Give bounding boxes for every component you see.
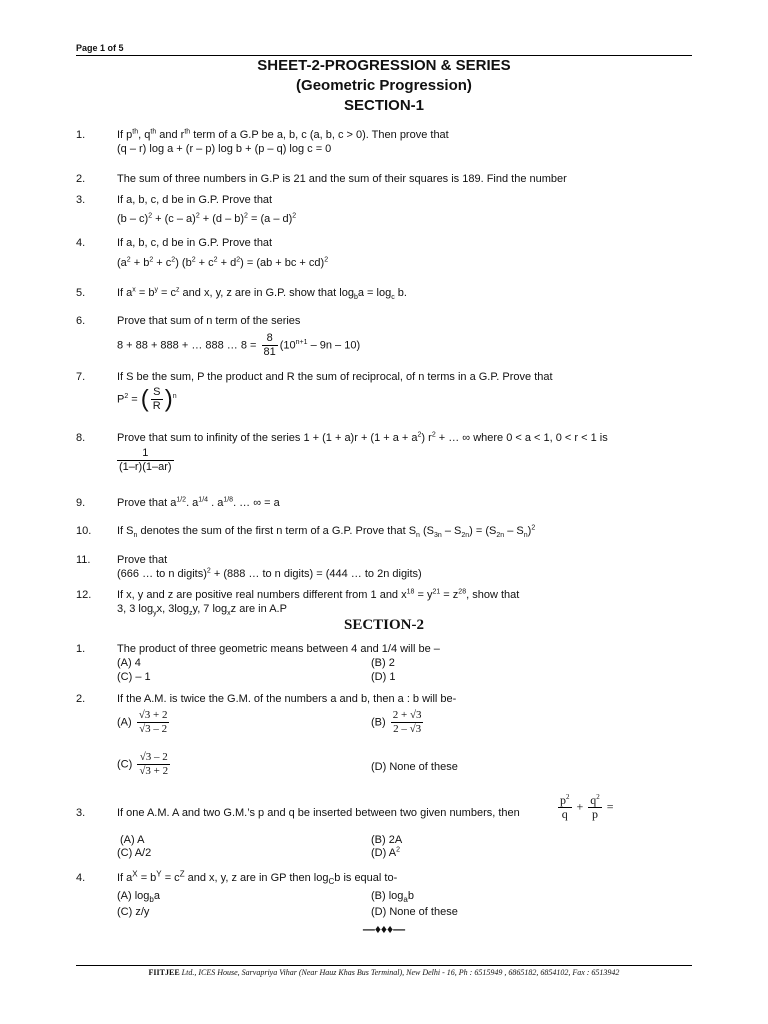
s2-q3-option-c: (C) A/2 <box>117 847 152 859</box>
s2-q2-option-d: (D) None of these <box>371 761 458 773</box>
s2-q2-option-c: (C) $\frac{√3 - 2}{√3 + 2}$ <box>117 751 169 777</box>
section-2-title: SECTION-2 <box>343 617 425 633</box>
s2-q3-option-d: (D) $A^2$ <box>371 846 400 859</box>
s2-q3-option-a: (A) A <box>120 834 145 846</box>
page-number: Page 1 of 5 <box>76 43 124 53</box>
s2-q1-option-d: (D) 1 <box>371 671 396 683</box>
s2-q3-option-b: (B) 2A <box>371 834 403 846</box>
footer-rule <box>76 965 692 966</box>
sheet-title: SHEET-2-PROGRESSION & SERIES <box>257 57 511 74</box>
s2-q1-option-b: (B) 2 <box>371 657 395 669</box>
footer <box>0 968 768 977</box>
s2-q4-option-c: (C) z/y <box>117 906 150 918</box>
fraction-8-over-81: $\frac{8}{81}$ <box>263 332 276 358</box>
s2-q1-option-a: (A) 4 <box>117 657 141 669</box>
s2-q4-option-a: (A) $\log_ba$ <box>117 890 160 905</box>
s2-q1-option-c: (C) – 1 <box>117 671 151 683</box>
end-mark: —♦♦♦— <box>362 922 406 936</box>
footer-address: Ltd., ICES House, Sarvapriya Vihar (Near Hauz Khas Bus Terminal), New Delhi - 16, Ph : 6515949 , 6865182, 6854102, Fax : 6513942 <box>181 968 620 977</box>
sheet-titles <box>0 56 768 116</box>
section-1-title: SECTION-1 <box>343 97 424 114</box>
s2-q4-option-d: (D) None of these <box>371 906 458 918</box>
s2-q2-option-b: (B) $\frac{2 + √3}{2 - √3}$ <box>371 709 422 735</box>
s2-q4-option-b: (B) $\log_ab$ <box>371 890 414 905</box>
sheet-subtitle: (Geometric Progression) <box>296 77 472 94</box>
s2-q3-expression: $\frac{p^2}{q}$ + $\frac{q^2}{p}$ = <box>560 793 614 821</box>
footer-brand: FIITJEE <box>148 968 180 977</box>
s2-q2-option-a: (A) $\frac{√3 + 2}{√3 - 2}$ <box>117 709 168 735</box>
